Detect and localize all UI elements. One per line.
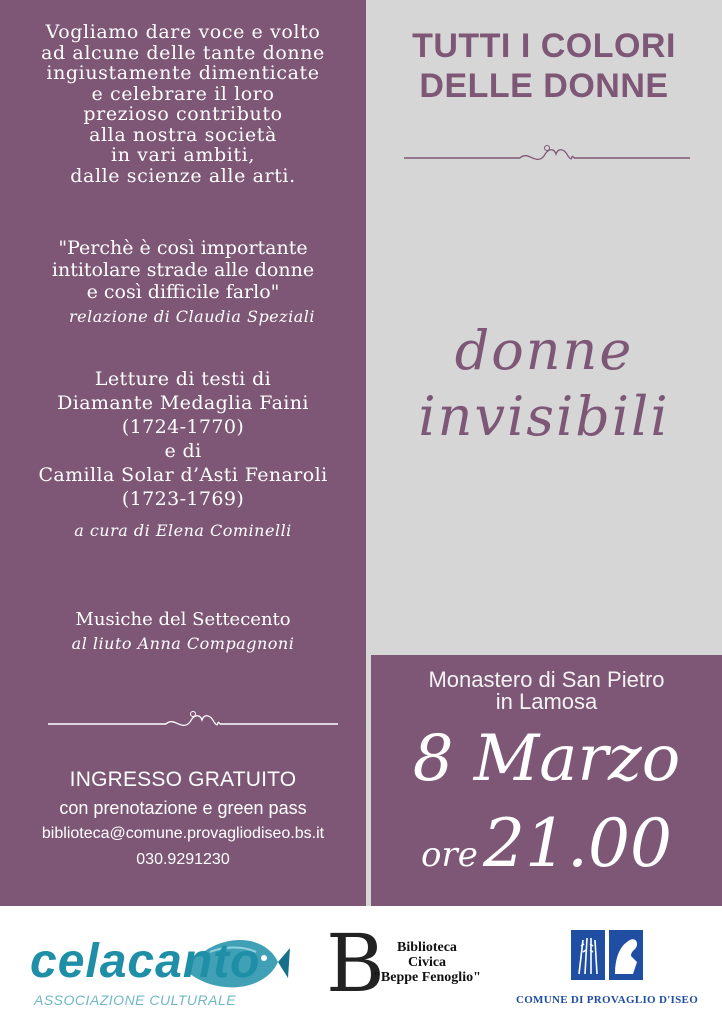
intro-line: dalle scienze alle arti. — [70, 164, 296, 187]
celacanto-logo — [20, 922, 290, 1018]
page-title — [366, 26, 722, 106]
subtitle-line-1: donne — [454, 319, 634, 382]
readings-curator: a cura di Elena Cominelli — [74, 521, 292, 540]
music-performer: al liuto Anna Compagnoni — [71, 634, 295, 653]
library-line-3: "Beppe Fenoglio" — [373, 970, 481, 985]
music-block — [0, 608, 366, 656]
left-panel — [0, 0, 366, 906]
library-logo — [326, 917, 501, 1010]
event-date: 8 Marzo — [412, 722, 681, 796]
entry-phone: 030.9291230 — [136, 851, 230, 868]
intro-line: Vogliamo dare voce e volto — [45, 21, 321, 43]
time-prefix: ore — [421, 835, 478, 875]
entry-block — [0, 765, 366, 873]
library-line-1: Biblioteca — [397, 940, 457, 955]
event-time: 21.00 — [482, 805, 672, 882]
venue-line-2: in Lamosa — [495, 689, 598, 714]
footer — [0, 906, 722, 1024]
comune-name: COMUNE DI PROVAGLIO D'ISEO — [515, 994, 699, 1006]
venue-line-1: Monastero di San Pietro — [428, 667, 665, 692]
event-box — [371, 655, 722, 906]
entry-title: INGRESSO GRATUITO — [69, 768, 297, 791]
entry-note: con prenotazione e green pass — [59, 798, 307, 818]
comune-logo — [498, 926, 716, 1006]
quote-line: e così difficile farlo" — [86, 281, 280, 303]
intro-line: e celebrare il loro — [91, 82, 275, 105]
intro-line: in vari ambiti, — [111, 144, 255, 166]
quote-line: "Perchè è così importante — [58, 237, 308, 259]
intro-line: ingiustamente dimenticate — [46, 62, 320, 84]
subtitle-script — [366, 318, 722, 450]
ornament-divider-left — [48, 708, 338, 732]
intro-line: alla nostra società — [89, 123, 277, 146]
celacanto-name: celacanto — [30, 935, 261, 988]
music-title: Musiche del Settecento — [75, 609, 291, 630]
readings-line: (1723-1769) — [121, 488, 245, 510]
intro-line: ad alcune delle tante donne — [41, 41, 325, 64]
readings-line: Camilla Solar d’Asti Fenaroli — [38, 464, 328, 486]
title-line-1: TUTTI I COLORI — [412, 27, 676, 65]
intro-line: prezioso contributo — [83, 103, 283, 125]
library-b-icon: B — [326, 917, 385, 1010]
readings-line: Diamante Medaglia Faini — [57, 392, 309, 414]
intro-text — [0, 22, 366, 186]
quote-line: intitolare strade alle donne — [51, 259, 315, 281]
readings-block — [0, 367, 366, 543]
quote-author: relazione di Claudia Speziali — [69, 307, 315, 326]
readings-line: e di — [164, 440, 202, 462]
quote-block — [0, 237, 366, 328]
library-line-2: Civica — [407, 955, 447, 970]
title-line-2: DELLE DONNE — [419, 67, 669, 105]
subtitle-line-2: invisibili — [418, 385, 670, 448]
readings-line: Letture di testi di — [94, 368, 272, 390]
coat-of-arms-icon — [571, 926, 643, 984]
library-name — [372, 940, 482, 985]
event-venue — [371, 669, 722, 713]
event-time-row — [371, 805, 722, 882]
entry-email[interactable]: biblioteca@comune.provagliodiseo.bs.it — [41, 825, 325, 842]
celacanto-subtitle: ASSOCIAZIONE CULTURALE — [34, 992, 237, 1008]
ornament-divider-right — [404, 142, 690, 166]
readings-line: (1724-1770) — [121, 416, 245, 438]
